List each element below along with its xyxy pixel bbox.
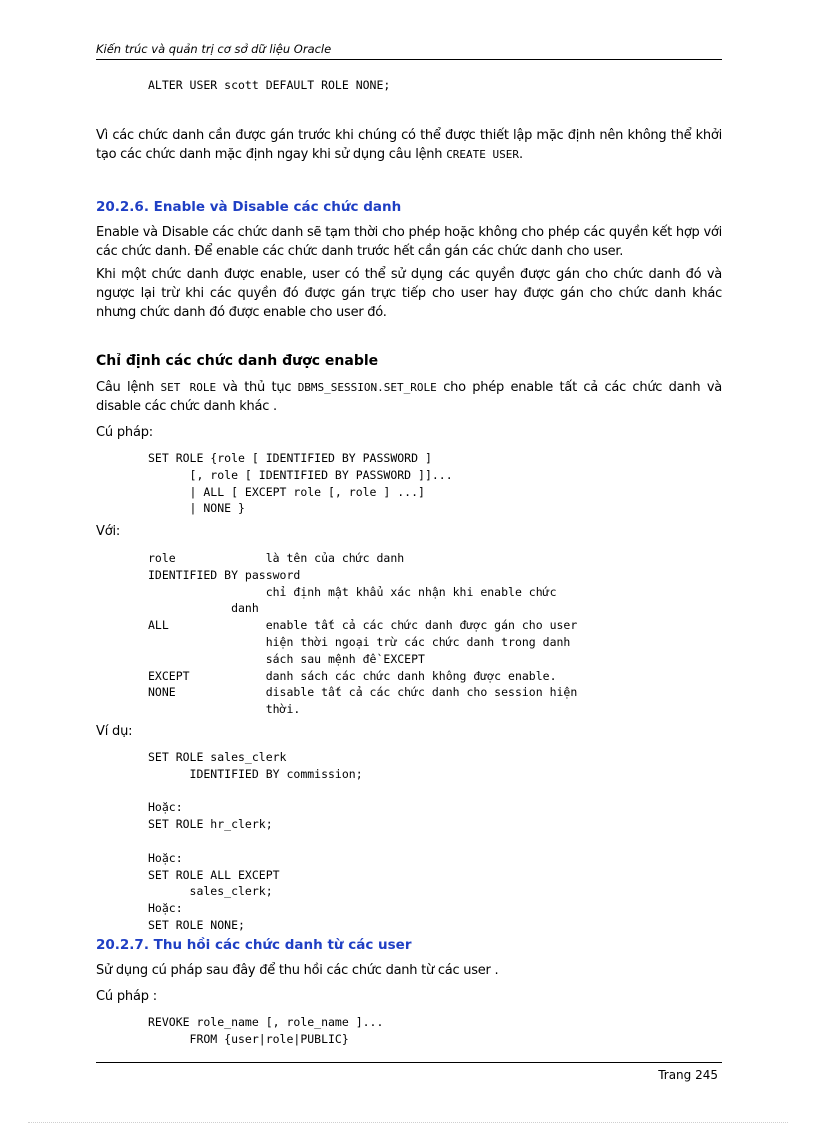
- code-parameter-list: role là tên của chức danh IDENTIFIED BY password chỉ định mật khẩu xác nhận khi enable chức danh ALL enable tất cả các chức danh được gán cho user hiện thời ngoại trừ các chức danh trong danh sách sau mệnh đề EXCEPT EXCEPT danh sách các chức danh không được enable. NONE disable tất cả các chức danh cho session hiện thời.: [148, 551, 578, 717]
- set-role-text-3: cho phép enable tất cả các chức danh và disable các chức danh khác .: [96, 380, 722, 414]
- paragraph-enabled-role: Khi một chức danh được enable, user có thể sử dụng các quyền được gán cho chức danh đó và ngược lại trừ khi các quyền đó được gán trực tiếp cho user hay được gán cho chức danh khác nhưng chức danh đó được enable cho user đó.: [96, 267, 722, 320]
- code-revoke-syntax: REVOKE role_name [, role_name ]... FROM {user|role|PUBLIC}: [148, 1015, 384, 1046]
- footer-rule: [96, 1062, 722, 1063]
- header-rule: [96, 59, 722, 60]
- paragraph-enable-disable: Enable và Disable các chức danh sẽ tạm thời cho phép hoặc không cho phép các quyền kết hợp với các chức danh. Để enable các chức danh trước hết cần gán các chức danh cho user.: [96, 225, 722, 259]
- section-heading-20-2-7: 20.2.7. Thu hồi các chức danh từ các user: [96, 937, 412, 953]
- paragraph-revoke: Sử dụng cú pháp sau đây để thu hồi các chức danh từ các user .: [96, 963, 499, 978]
- paragraph-default-roles-text: Vì các chức danh cần được gán trước khi chúng có thể được thiết lập mặc định nên không thể khởi tạo các chức danh mặc định ngay khi sử dụng câu lệnh: [96, 128, 722, 162]
- section-heading-20-2-6: 20.2.6. Enable và Disable các chức danh: [96, 199, 402, 215]
- set-role-text-2: và thủ tục: [216, 380, 298, 395]
- with-label: Với:: [96, 524, 121, 539]
- inline-code-create-user: CREATE USER: [446, 148, 520, 161]
- page-header: [96, 42, 722, 60]
- revoke-syntax-label: Cú pháp :: [96, 989, 157, 1004]
- subsection-heading: Chỉ định các chức danh được enable: [96, 353, 379, 369]
- inline-code-set-role: SET ROLE: [160, 381, 217, 394]
- inline-code-dbms-session: DBMS_SESSION.SET_ROLE: [297, 381, 437, 394]
- set-role-text-1: Câu lệnh: [96, 380, 161, 395]
- syntax-label: Cú pháp:: [96, 425, 153, 440]
- paragraph-set-role: [96, 378, 722, 416]
- code-set-role-syntax: SET ROLE {role [ IDENTIFIED BY PASSWORD ] [, role [ IDENTIFIED BY PASSWORD ]]... | ALL [ EXCEPT role [, role ] ...] | NONE }: [148, 451, 453, 516]
- paragraph-default-roles: [96, 126, 722, 164]
- paragraph-default-roles-end: .: [519, 147, 523, 162]
- header-title: Kiến trúc và quản trị cơ sở dữ liệu Oracle: [96, 42, 332, 56]
- example-label: Ví dụ:: [96, 724, 133, 739]
- code-alter-user: ALTER USER scott DEFAULT ROLE NONE;: [148, 78, 391, 92]
- code-set-role-examples: SET ROLE sales_clerk IDENTIFIED BY commission; Hoặc: SET ROLE hr_clerk; Hoặc: SET ROLE ALL EXCEPT sales_clerk; Hoặc: SET ROLE NONE;: [148, 750, 363, 932]
- page-number: Trang 245: [658, 1068, 718, 1082]
